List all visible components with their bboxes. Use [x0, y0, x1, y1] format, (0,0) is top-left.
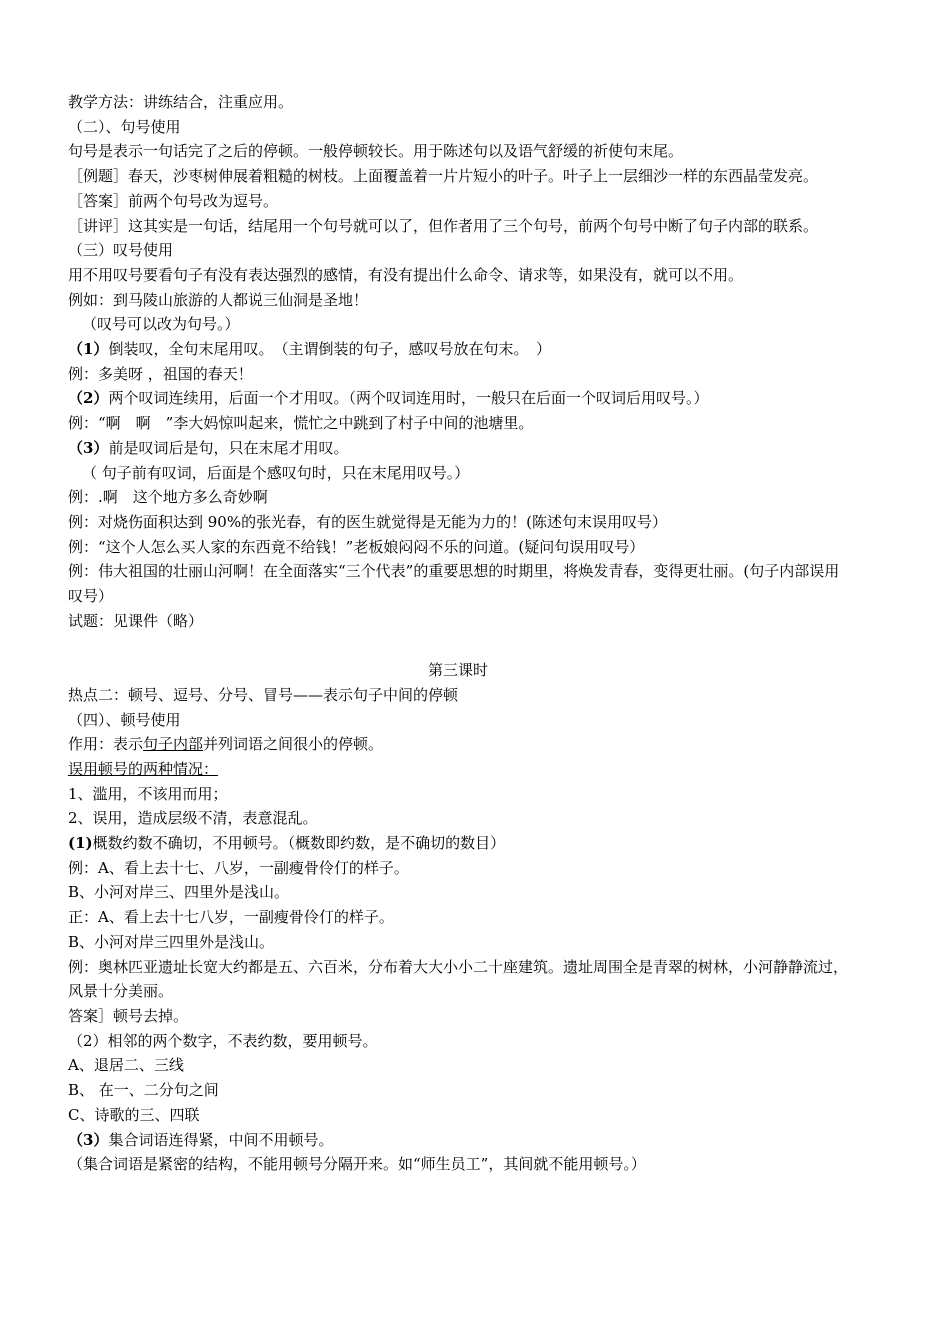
- rule-marker: （3）: [68, 1130, 109, 1149]
- exercise-line: 试题：见课件（略）: [68, 611, 204, 630]
- rule-line-5: [68, 1029, 848, 1054]
- rule-line-3: [68, 436, 848, 461]
- note-line: （ 句子前有叹词，后面是个感叹句时，只在末尾用叹号。）: [82, 463, 470, 482]
- example-line: 例如：到马陵山旅游的人都说三仙洞是圣地！: [68, 290, 369, 309]
- function-line: [68, 732, 848, 757]
- rule-text: 相邻的两个数字，不表约数，要用顿号。: [107, 1031, 378, 1050]
- lesson-heading: 第三课时: [427, 661, 488, 680]
- example-paragraph: 例：伟大祖国的壮丽山河啊！在全面落实“三个代表”的重要思想的时期里，将焕发青春，变得更壮丽。(句子内部误用叹号）: [68, 562, 840, 606]
- list-item: B、 在一、二分句之间: [68, 1081, 219, 1100]
- function-text: 并列词语之间很小的停顿。: [203, 735, 384, 754]
- example-line: 例：多美呀 ，祖国的春天！: [68, 364, 253, 383]
- rule-text: 集合词语连得紧，中间不用顿号。: [108, 1130, 334, 1149]
- rule-marker: （2）: [68, 389, 109, 408]
- commentary-paragraph: ［讲评］这其实是一句话，结尾用一个句号就可以了，但作者用了三个句号，前两个句号中断了句子内部的联系。: [68, 216, 819, 235]
- underlined-heading: 误用顿号的两种情况: [68, 759, 204, 778]
- example-line: 例：“啊 啊 ”李大妈惊叫起来，慌忙之中跳到了村子中间的池塘里。: [68, 414, 534, 433]
- rule-line-6: [68, 1128, 848, 1153]
- note-line: （集合词语是紧密的结构，不能用顿号分隔开来。如“师生员工”，其间就不能用顿号。）: [68, 1155, 646, 1174]
- example-line: B、小河对岸三、四里外是浅山。: [68, 883, 290, 902]
- misuse-heading-line: [68, 757, 848, 782]
- list-item: 2、误用，造成层级不清，表意混乱。: [68, 809, 318, 828]
- rule-text: 倒装叹，全句末尾用叹。 （主谓倒装的句子，感叹号放在句末。 ）: [108, 340, 551, 359]
- rule-text: 概数约数不确切，不用顿号。（概数即约数，是不确切的数目）: [92, 834, 506, 853]
- paragraph-exclamation-usage: 用不用叹号要看句子有没有表达强烈的感情，有没有提出什么命令、请求等，如果没有，就可以不用。: [68, 265, 744, 284]
- note-line: （叹号可以改为句号。）: [82, 315, 240, 334]
- example-line: 例：.啊 这个地方多么奇妙啊: [68, 488, 268, 507]
- rule-text: 两个叹词连续用，后面一个才用叹。（两个叹词连用时，一般只在后面一个叹词后用叹号。）: [108, 389, 709, 408]
- rule-line-4: [68, 831, 848, 856]
- example-line: 例：A、看上去十七、八岁，一副瘦骨伶仃的样子。: [68, 858, 409, 877]
- section-heading-exclamation: （三）叹号使用: [68, 241, 174, 260]
- list-item: A、退居二、三线: [68, 1056, 184, 1075]
- underlined-colon: ：: [203, 759, 219, 778]
- list-item: C、诗歌的三、四联: [68, 1105, 200, 1124]
- teaching-method-line: 教学方法：讲练结合，注重应用。: [68, 93, 294, 111]
- example-paragraph: ［例题］春天，沙枣树伸展着粗糙的树枝。上面覆盖着一片片短小的叶子。叶子上一层细沙一样的东西晶莹发亮。: [68, 167, 819, 186]
- answer-line: ［答案］前两个句号改为逗号。: [68, 191, 279, 210]
- underlined-term: 句子内部: [143, 735, 204, 754]
- function-prefix: 作用：表示: [68, 735, 144, 754]
- example-line: 例：对烧伤面积达到 90%的张光春，有的医生就觉得是无能为力的！(陈述句末误用叹号）: [68, 512, 667, 531]
- section-heading-period: （二）、句号使用: [68, 117, 181, 136]
- correction-line: 正：A、看上去十七八岁，一副瘦骨伶仃的样子。: [68, 908, 394, 927]
- rule-marker: （1）: [68, 340, 109, 359]
- example-paragraph: 例：奥林匹亚遗址长宽大约都是五、六百米，分布着大大小小二十座建筑。遗址周围全是青翠的树林，小河静静流过，风景十分美丽。: [68, 957, 849, 1001]
- example-line: 例：“这个人怎么买人家的东西竟不给钱！”老板娘闷闷不乐的问道。(疑问句误用叹号）: [68, 537, 645, 556]
- rule-line-2: [68, 386, 848, 411]
- rule-marker: （3）: [68, 438, 109, 457]
- rule-marker: （2）: [68, 1031, 108, 1050]
- hotspot-heading: 热点二：顿号、逗号、分号、冒号——表示句子中间的停顿: [68, 685, 459, 704]
- paragraph-period-definition: 句号是表示一句话完了之后的停顿。一般停顿较长。用于陈述句以及语气舒缓的祈使句末尾。: [68, 142, 684, 161]
- document-body: [68, 90, 848, 1177]
- rule-text: 前是叹词后是句，只在末尾才用叹。: [108, 438, 349, 457]
- rule-marker: (1): [68, 834, 93, 853]
- blank-line: [68, 633, 848, 658]
- list-item: 1、滥用，不该用而用；: [68, 784, 228, 803]
- section-heading-enumeration-comma: （四）、顿号使用: [68, 710, 181, 729]
- rule-line-1: [68, 337, 848, 362]
- answer-line: 答案］顿号去掉。: [68, 1007, 189, 1025]
- correction-line: B、小河对岸三四里外是浅山。: [68, 932, 275, 951]
